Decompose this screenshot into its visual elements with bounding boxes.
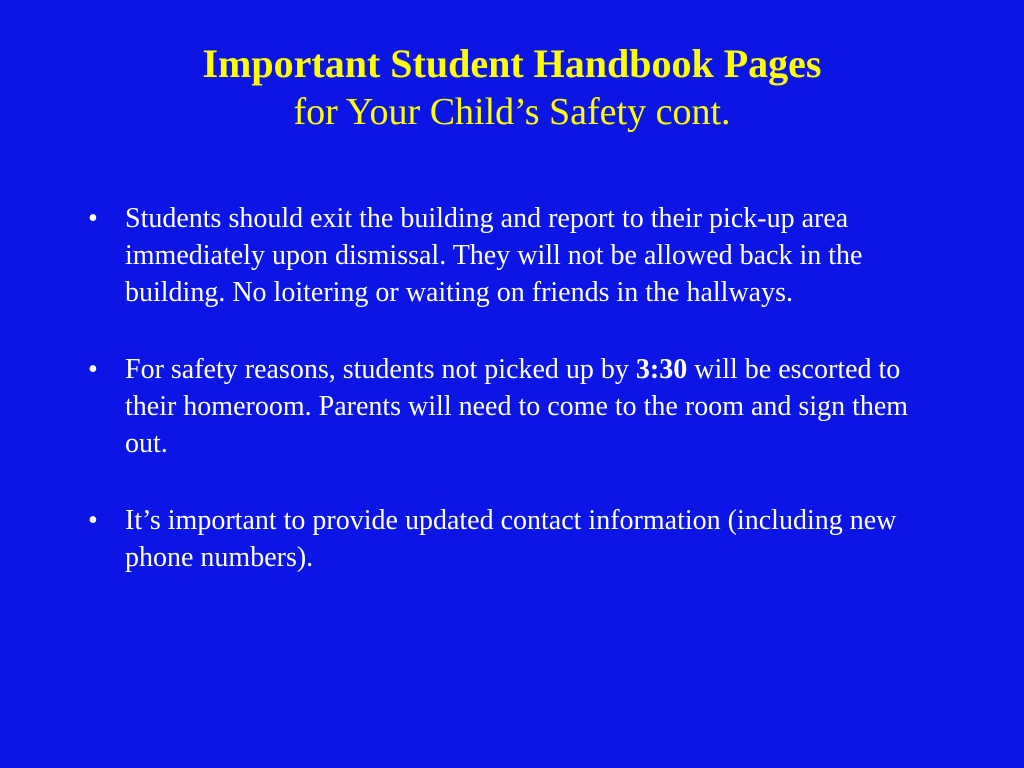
bullet-dot-icon: • bbox=[88, 354, 98, 385]
pickup-time: 3:30 bbox=[635, 354, 688, 385]
bullet-item-contact-info bbox=[88, 502, 938, 576]
bullet-text-before: For safety reasons, students not picked up by bbox=[125, 354, 636, 385]
title-line-2: for Your Child’s Safety cont. bbox=[293, 91, 731, 133]
bullet-dot-icon: • bbox=[88, 505, 98, 536]
bullet-text: It’s important to provide updated contact information (including new phone numbers). bbox=[125, 505, 897, 573]
bullet-dot-icon: • bbox=[88, 203, 98, 234]
bullet-text: Students should exit the building and report to their pick-up area immediately upon dismissal. They will not be allowed back in the building. No loitering or waiting on friends in the hallways. bbox=[125, 203, 863, 308]
bullet-list bbox=[88, 200, 938, 616]
title-line-1: Important Student Handbook Pages bbox=[202, 41, 822, 86]
bullet-text-after: will be escorted to their homeroom. Parents will need to come to the room and sign them out. bbox=[125, 354, 909, 459]
slide-title bbox=[0, 40, 1024, 136]
bullet-item-dismissal bbox=[88, 200, 938, 311]
bullet-item-pickup-time bbox=[88, 351, 938, 462]
